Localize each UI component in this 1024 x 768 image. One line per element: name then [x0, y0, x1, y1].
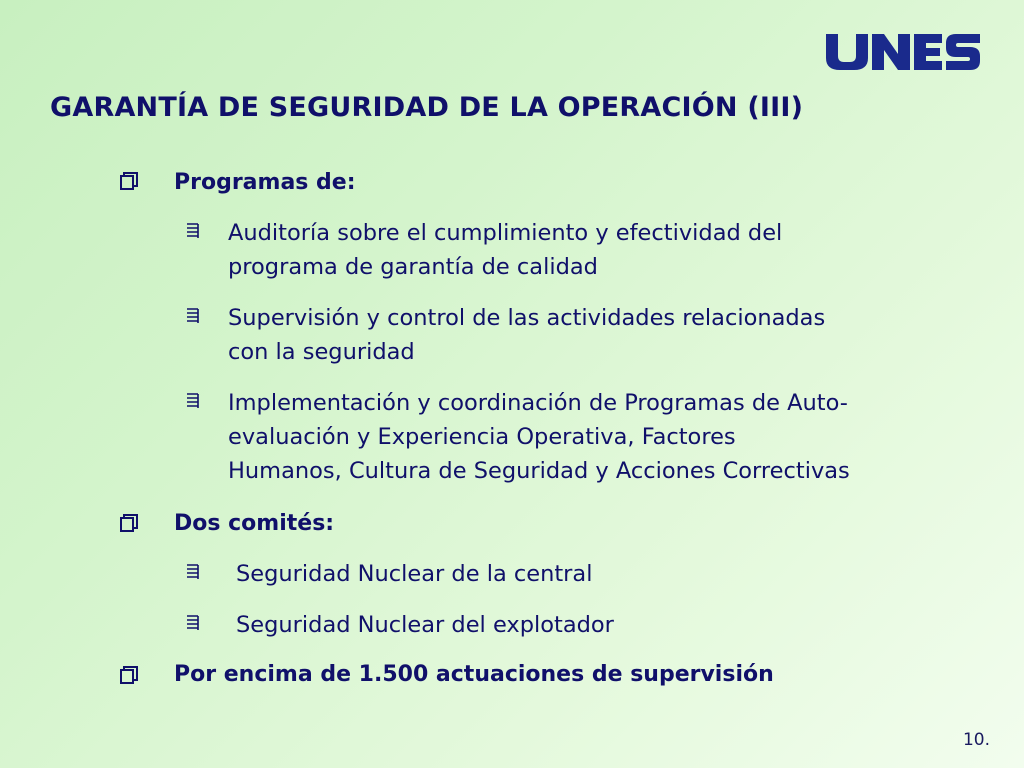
- list-item-line: Seguridad Nuclear del explotador: [236, 612, 614, 638]
- list-item-line: Auditoría sobre el cumplimiento y efectividad del: [228, 220, 783, 246]
- list-item-line: evaluación y Experiencia Operativa, Factores: [228, 424, 736, 450]
- section-comites: [174, 511, 334, 536]
- list-item-line: Implementación y coordinación de Programas de Auto-: [228, 390, 848, 416]
- section-label: Por encima de 1.500 actuaciones de supervisión: [174, 662, 774, 687]
- stacked-bars-bullet-icon: [184, 614, 202, 632]
- list-item: [228, 216, 782, 284]
- list-item: [228, 301, 825, 369]
- list-item-line: con la seguridad: [228, 339, 415, 365]
- section-programas: [174, 170, 356, 195]
- list-item: [236, 608, 614, 642]
- list-item-line: programa de garantía de calidad: [228, 254, 598, 280]
- list-item: [228, 386, 850, 488]
- list-item-line: Seguridad Nuclear de la central: [236, 561, 593, 587]
- stacked-bars-bullet-icon: [184, 563, 202, 581]
- section-actuaciones: [174, 662, 774, 687]
- stacked-bars-bullet-icon: [184, 222, 202, 240]
- section-label: Programas de:: [174, 170, 356, 195]
- section-label: Dos comités:: [174, 511, 335, 536]
- square-bullet-icon: [120, 514, 138, 532]
- stacked-bars-bullet-icon: [184, 392, 202, 410]
- page-title: GARANTÍA DE SEGURIDAD DE LA OPERACIÓN (III): [50, 92, 804, 123]
- list-item-line: Supervisión y control de las actividades relacionadas: [228, 305, 826, 331]
- square-bullet-icon: [120, 666, 138, 684]
- square-bullet-icon: [120, 172, 138, 190]
- stacked-bars-bullet-icon: [184, 307, 202, 325]
- list-item-line: Humanos, Cultura de Seguridad y Acciones Correctivas: [228, 458, 850, 484]
- list-item: [236, 557, 592, 591]
- page-number: 10.: [962, 730, 990, 750]
